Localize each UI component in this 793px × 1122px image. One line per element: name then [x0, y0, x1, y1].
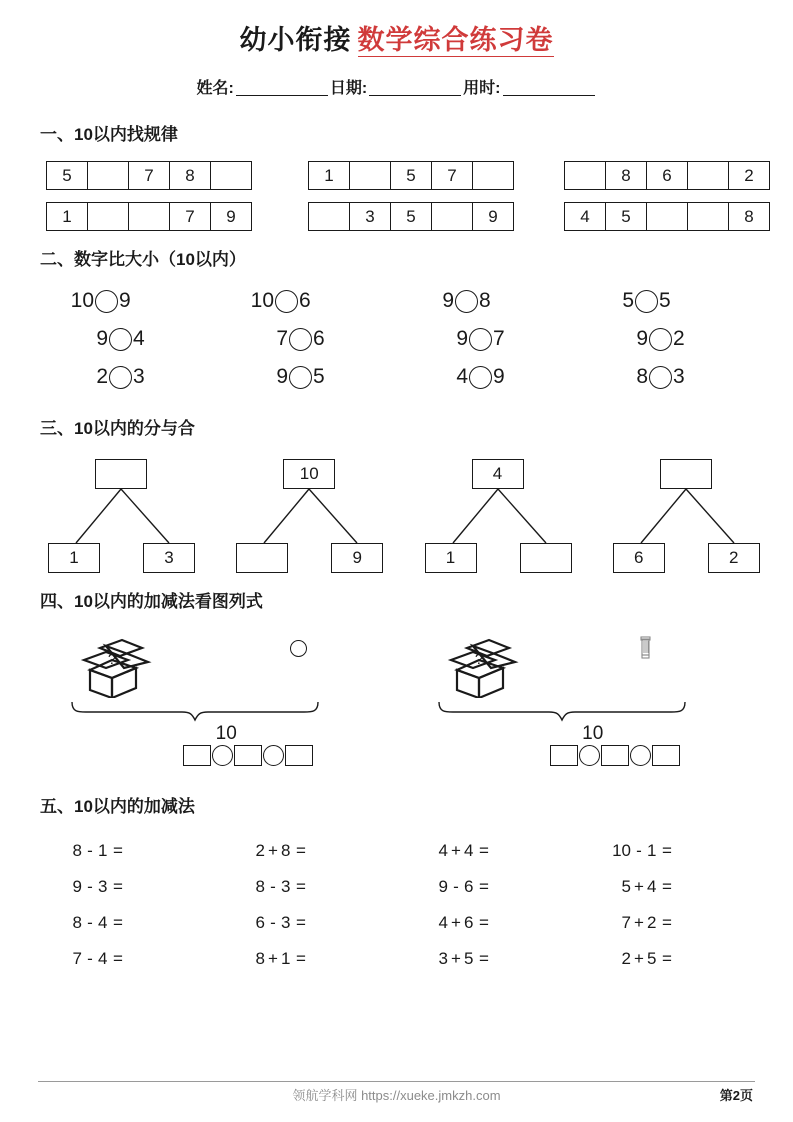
compare-right-number: 4 — [133, 327, 145, 350]
operator: - — [636, 841, 642, 860]
operator: - — [87, 841, 93, 860]
arithmetic-problem[interactable] — [609, 905, 792, 941]
time-blank[interactable] — [503, 95, 595, 96]
picture-total-label: 10 — [215, 723, 237, 744]
operator: + — [451, 841, 461, 860]
equation-number-box[interactable] — [234, 745, 262, 766]
date-blank[interactable] — [369, 95, 461, 96]
number-bond-whole[interactable] — [95, 459, 147, 489]
compare-right-number: 7 — [493, 327, 505, 350]
section-4-heading: 四、10以内的加减法看图列式 — [40, 592, 263, 611]
sequence-cell[interactable]: 5 — [391, 162, 432, 189]
arithmetic-problem[interactable] — [609, 833, 792, 869]
arithmetic-problem[interactable] — [60, 905, 243, 941]
operand-left: 8 — [255, 877, 265, 896]
open-box-icon — [78, 634, 158, 698]
circle-icon — [290, 640, 307, 657]
operator: - — [270, 877, 276, 896]
equation-blank-row — [437, 745, 793, 766]
picture-equation-answer — [427, 724, 793, 766]
operand-left: 5 — [621, 877, 631, 896]
sequence-cell[interactable] — [350, 162, 391, 189]
compare-left-number: 9 — [96, 327, 108, 350]
sequence-cell[interactable]: 9 — [488, 206, 498, 226]
sequence-strip — [564, 202, 770, 231]
arithmetic-column — [60, 833, 243, 977]
arithmetic-problem[interactable] — [426, 833, 609, 869]
operand-left: 7 — [72, 949, 82, 968]
sequence-cell[interactable]: 7 — [129, 162, 170, 189]
equation-operator-circle[interactable] — [579, 745, 600, 766]
sequence-cell[interactable]: 6 — [647, 162, 688, 189]
compare-right-number: 3 — [133, 365, 145, 388]
number-bond-whole[interactable]: 10 — [283, 459, 335, 489]
operator: + — [268, 841, 278, 860]
title-red-part: 数学综合练习卷 — [357, 25, 554, 55]
picture-brace — [60, 700, 427, 724]
curly-brace-icon — [70, 700, 320, 722]
arithmetic-problem[interactable] — [609, 941, 792, 977]
compare-left-number: 9 — [276, 365, 288, 388]
operator: - — [87, 949, 93, 968]
compare-row — [248, 358, 428, 396]
equals-sign: = — [662, 949, 672, 968]
arithmetic-column — [243, 833, 426, 977]
operand-left: 4 — [438, 841, 448, 860]
operator: - — [87, 877, 93, 896]
sequence-cell[interactable] — [88, 203, 129, 230]
arithmetic-problem[interactable] — [243, 941, 426, 977]
operand-left: 7 — [621, 913, 631, 932]
compare-left-number: 9 — [442, 289, 454, 312]
sequence-row-1 — [0, 161, 793, 190]
arithmetic-column — [426, 833, 609, 977]
equation-operator-circle[interactable] — [212, 745, 233, 766]
operand-left: 2 — [255, 841, 265, 860]
equals-sign: = — [113, 877, 123, 896]
operator: - — [270, 913, 276, 932]
compare-row — [68, 320, 248, 358]
sequence-cell[interactable] — [432, 203, 473, 230]
section-5-heading: 五、10以内的加减法 — [40, 797, 195, 816]
equals-sign: = — [479, 841, 489, 860]
number-bond-whole[interactable]: 4 — [472, 459, 524, 489]
equals-sign: = — [296, 913, 306, 932]
equation-blank-row — [70, 745, 427, 766]
arithmetic-problem[interactable] — [426, 905, 609, 941]
compare-left-number: 10 — [250, 289, 274, 312]
equation-number-box[interactable] — [183, 745, 211, 766]
compare-answer-circle[interactable] — [649, 328, 672, 351]
number-bond-whole[interactable] — [660, 459, 712, 489]
equals-sign: = — [662, 877, 672, 896]
equation-number-box[interactable] — [550, 745, 578, 766]
equation-number-box[interactable] — [652, 745, 680, 766]
number-bond-part-right[interactable]: 2 — [708, 543, 760, 573]
number-bond — [40, 457, 228, 577]
section-3-number-bonds — [0, 457, 793, 577]
number-bond-part-left[interactable]: 6 — [613, 543, 665, 573]
number-bond-part-left[interactable]: 1 — [425, 543, 477, 573]
operator: + — [451, 949, 461, 968]
compare-left-number: 5 — [622, 289, 634, 312]
operand-right: 3 — [281, 877, 291, 896]
sequence-cell[interactable] — [129, 203, 170, 230]
equals-sign: = — [479, 949, 489, 968]
sequence-strip — [46, 161, 252, 190]
compare-right-number: 8 — [479, 289, 491, 312]
compare-answer-circle[interactable] — [95, 290, 118, 313]
arithmetic-problem[interactable] — [60, 833, 243, 869]
open-box-icon — [445, 634, 525, 698]
compare-right-number: 5 — [313, 365, 325, 388]
equals-sign: = — [662, 841, 672, 860]
sequence-row-2 — [0, 202, 793, 231]
footer-watermark: 领航学科网 https://xueke.jmkzh.com — [292, 1088, 501, 1103]
time-field — [463, 80, 596, 97]
number-bond-part-right[interactable]: 3 — [143, 543, 195, 573]
operator: + — [634, 913, 644, 932]
equals-sign: = — [479, 913, 489, 932]
compare-answer-circle[interactable] — [275, 290, 298, 313]
arithmetic-problem[interactable] — [243, 869, 426, 905]
student-info-row — [0, 75, 793, 98]
operator: - — [453, 877, 459, 896]
operand-left: 9 — [438, 877, 448, 896]
section-5-arithmetic — [0, 833, 793, 977]
section-3-heading: 三、10以内的分与合 — [40, 419, 195, 438]
number-bond-part-left[interactable] — [236, 543, 288, 573]
equation-number-box[interactable] — [285, 745, 313, 766]
compare-right-number: 9 — [119, 289, 131, 312]
section-2-compare — [0, 282, 793, 396]
compare-row — [428, 358, 608, 396]
sequence-cell[interactable]: 2 — [744, 165, 754, 185]
compare-row — [248, 320, 428, 358]
operand-right: 5 — [647, 949, 657, 968]
number-bond — [228, 457, 416, 577]
operator: + — [268, 949, 278, 968]
operand-right: 3 — [98, 877, 108, 896]
compare-left-number: 9 — [636, 327, 648, 350]
operand-left: 9 — [72, 877, 82, 896]
picture-total-label: 10 — [582, 723, 604, 744]
compare-row — [68, 282, 248, 320]
curly-brace-icon — [437, 700, 687, 722]
operand-right: 8 — [281, 841, 291, 860]
box-question-mark: ? — [107, 651, 117, 668]
operand-left: 8 — [255, 949, 265, 968]
operand-right: 4 — [98, 949, 108, 968]
operand-right: 4 — [98, 913, 108, 932]
section-1-sequences — [0, 161, 793, 231]
operand-left: 4 — [438, 913, 448, 932]
arithmetic-problem[interactable] — [426, 869, 609, 905]
footer-divider — [38, 1081, 755, 1082]
picture-illustration — [427, 632, 793, 700]
sequence-cell[interactable] — [473, 162, 513, 189]
compare-left-number: 9 — [456, 327, 468, 350]
sequence-cell[interactable]: 3 — [350, 203, 391, 230]
sequence-strip — [308, 202, 514, 231]
compare-column — [608, 282, 788, 396]
compare-answer-circle[interactable] — [635, 290, 658, 313]
arithmetic-problem[interactable] — [60, 869, 243, 905]
name-label: 姓名: — [196, 80, 234, 97]
compare-answer-circle[interactable] — [289, 328, 312, 351]
arithmetic-problem[interactable] — [243, 905, 426, 941]
number-bond-part-left[interactable]: 1 — [48, 543, 100, 573]
compare-row — [608, 282, 788, 320]
compare-column — [428, 282, 608, 396]
sequence-cell[interactable] — [688, 203, 729, 230]
sequence-cell[interactable]: 5 — [47, 162, 88, 189]
sequence-cell[interactable]: 8 — [606, 162, 647, 189]
operand-left: 2 — [621, 949, 631, 968]
operand-left: 3 — [438, 949, 448, 968]
picture-brace — [427, 700, 793, 724]
sequence-cell[interactable] — [565, 162, 606, 189]
compare-answer-circle[interactable] — [109, 366, 132, 389]
sequence-strip — [564, 161, 770, 190]
compare-row — [608, 358, 788, 396]
title-black-part: 幼小衔接 — [239, 25, 352, 55]
compare-left-number: 10 — [70, 289, 94, 312]
box-question-mark: ? — [474, 651, 483, 668]
page-number: 第2页 — [719, 1088, 753, 1103]
operator: + — [634, 877, 644, 896]
sequence-cell[interactable] — [211, 162, 251, 189]
compare-right-number: 2 — [673, 327, 685, 350]
sequence-cell[interactable]: 7 — [432, 162, 473, 189]
sequence-cell[interactable] — [688, 162, 729, 189]
compare-left-number: 2 — [96, 365, 108, 388]
operand-right: 1 — [98, 841, 108, 860]
equals-sign: = — [296, 949, 306, 968]
compare-answer-circle[interactable] — [469, 328, 492, 351]
equals-sign: = — [296, 841, 306, 860]
operand-left: 8 — [72, 841, 82, 860]
sequence-strip — [308, 161, 514, 190]
sequence-strip — [46, 202, 252, 231]
compare-column — [248, 282, 428, 396]
compare-answer-circle[interactable] — [289, 366, 312, 389]
sequence-cell[interactable]: 1 — [309, 162, 350, 189]
compare-answer-circle[interactable] — [649, 366, 672, 389]
compare-right-number: 5 — [659, 289, 671, 312]
sequence-cell[interactable]: 5 — [606, 203, 647, 230]
sequence-cell[interactable] — [309, 203, 350, 230]
equals-sign: = — [662, 913, 672, 932]
compare-right-number: 6 — [313, 327, 325, 350]
pencil-icon — [637, 636, 653, 662]
equals-sign: = — [113, 949, 123, 968]
operand-right: 5 — [464, 949, 474, 968]
operand-right: 2 — [647, 913, 657, 932]
date-label: 日期: — [329, 80, 368, 97]
compare-column — [68, 282, 248, 396]
time-label: 用时: — [463, 80, 501, 97]
arithmetic-column — [609, 833, 792, 977]
picture-equation-group — [427, 632, 793, 766]
number-bond-part-right[interactable]: 9 — [331, 543, 383, 573]
sequence-cell[interactable]: 7 — [170, 203, 211, 230]
operand-left: 10 — [612, 841, 631, 860]
compare-answer-circle[interactable] — [469, 366, 492, 389]
operand-right: 6 — [464, 877, 474, 896]
picture-equation-answer — [60, 724, 427, 766]
compare-right-number: 3 — [673, 365, 685, 388]
operand-right: 4 — [647, 877, 657, 896]
compare-row — [68, 358, 248, 396]
equals-sign: = — [113, 913, 123, 932]
sequence-cell[interactable]: 8 — [744, 206, 754, 226]
equation-operator-circle[interactable] — [630, 745, 651, 766]
compare-answer-circle[interactable] — [455, 290, 478, 313]
number-bond — [605, 457, 793, 577]
page-title — [0, 0, 793, 57]
compare-left-number: 4 — [456, 365, 468, 388]
equals-sign: = — [296, 877, 306, 896]
sequence-cell[interactable] — [88, 162, 129, 189]
picture-illustration — [60, 632, 427, 700]
compare-left-number: 7 — [276, 327, 288, 350]
operand-right: 6 — [464, 913, 474, 932]
sequence-cell[interactable]: 4 — [565, 203, 606, 230]
arithmetic-problem[interactable] — [426, 941, 609, 977]
compare-answer-circle[interactable] — [109, 328, 132, 351]
arithmetic-problem[interactable] — [243, 833, 426, 869]
compare-row — [608, 320, 788, 358]
operator: - — [87, 913, 93, 932]
compare-left-number: 8 — [636, 365, 648, 388]
arithmetic-problem[interactable] — [609, 869, 792, 905]
equation-number-box[interactable] — [601, 745, 629, 766]
number-bond-part-right[interactable] — [520, 543, 572, 573]
date-field — [330, 80, 463, 97]
section-4-picture-equations — [0, 632, 793, 766]
operand-left: 6 — [255, 913, 265, 932]
operand-right: 1 — [647, 841, 657, 860]
sequence-cell[interactable]: 9 — [226, 206, 236, 226]
equation-operator-circle[interactable] — [263, 745, 284, 766]
operand-right: 1 — [281, 949, 291, 968]
compare-row — [248, 282, 428, 320]
sequence-cell[interactable]: 8 — [170, 162, 211, 189]
operator: + — [451, 913, 461, 932]
sequence-cell[interactable] — [647, 203, 688, 230]
name-blank[interactable] — [236, 95, 328, 96]
equals-sign: = — [479, 877, 489, 896]
sequence-cell[interactable]: 5 — [391, 203, 432, 230]
equals-sign: = — [113, 841, 123, 860]
name-field — [196, 80, 329, 97]
operator: + — [634, 949, 644, 968]
compare-right-number: 6 — [299, 289, 311, 312]
compare-row — [428, 282, 608, 320]
number-bond — [417, 457, 605, 577]
section-1-heading: 一、10以内找规律 — [40, 125, 178, 144]
arithmetic-problem[interactable] — [60, 941, 243, 977]
operand-right: 4 — [464, 841, 474, 860]
compare-right-number: 9 — [493, 365, 505, 388]
section-2-heading: 二、数字比大小（10以内） — [40, 250, 246, 269]
sequence-cell[interactable]: 1 — [47, 203, 88, 230]
picture-equation-group — [60, 632, 427, 766]
compare-row — [428, 320, 608, 358]
operand-left: 8 — [72, 913, 82, 932]
operand-right: 3 — [281, 913, 291, 932]
